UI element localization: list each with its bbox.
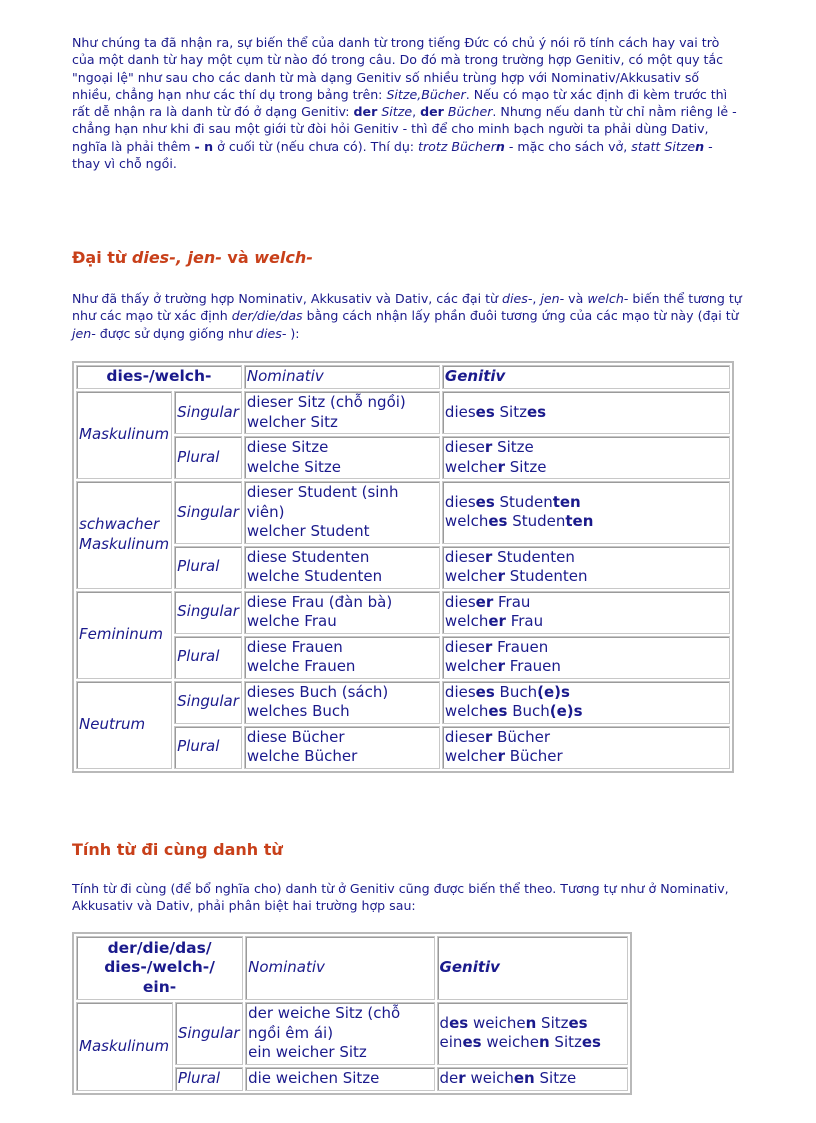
form-stem: welch [444,702,489,720]
nominativ-line: diese Sitze [246,438,329,456]
header-pronoun: dies-/welch- [76,365,242,389]
genitiv-line [445,458,727,478]
nominativ-line: welche Studenten [246,567,383,585]
form-ending: r [497,657,505,675]
nominativ-cell: die weichen Sitze [245,1067,434,1091]
heading-text: welch- [254,248,313,267]
form-stem: weiche [468,1013,526,1032]
genitiv-cell [442,436,730,479]
genitiv-line [445,702,727,722]
form-stem: diese [444,637,485,656]
genitiv-line [445,683,727,703]
form-ending: en [513,1068,535,1087]
form-stem: dies [444,592,476,611]
form-stem: Sitz [536,1013,569,1032]
para-term: der/die/das [231,308,303,324]
table-row [76,636,730,679]
form-ending: n [525,1013,537,1032]
genitiv-line [445,438,727,458]
form-ending: r [484,547,493,566]
form-ending: es [568,1013,588,1032]
form-stem: welche [444,657,498,675]
genitiv-cell [442,726,730,769]
form-stem: Studenten [504,567,588,585]
para-text: biến thể tương tự như các mạo từ xác định [72,291,742,324]
para-text: và [564,291,588,306]
number-singular: Singular [174,591,242,634]
intro-example: Sitze,Bücher [386,86,466,102]
form-stem: Frau [505,612,544,630]
para-text: Như đã thấy ở trường hợp Nominativ, Akkusativ và Dativ, các đại từ [72,291,503,306]
table-row [76,546,730,589]
nominativ-line: diese Frau (đàn bà) [246,592,393,611]
nominativ-cell [244,436,440,479]
intro-text: ở cuối từ (nếu chưa có). Thí dụ: [213,138,419,154]
form-ending: (e)s [549,702,583,720]
nominativ-cell [244,726,440,769]
form-stem: diese [444,547,485,566]
intro-article: der [353,104,378,120]
heading-text: và [221,248,255,267]
number-singular: Singular [175,1002,243,1065]
table-row [76,1002,628,1065]
pronouns-paragraph [72,290,742,342]
form-ending: r [484,438,493,456]
para-term: dies- [256,325,287,341]
para-term: jen- [540,291,565,306]
intro-text: . Nhưng nếu danh từ chỉ nằm riêng lẻ - chẳng hạn như khi đi sau một giới từ đòi hỏi Genitiv - thì để cho minh bạch người ta phải dùng Dativ, nghĩa là phải thêm [72,104,737,154]
form-ending: es [475,682,495,701]
form-ending: er [488,612,506,630]
header-line: der/die/das/ [107,938,212,957]
nominativ-line: welche Bücher [246,747,358,765]
form-ending: es [475,492,495,511]
genitiv-line [445,567,727,587]
adjective-declension-table [72,932,632,1095]
form-ending: r [497,747,505,765]
number-singular: Singular [174,391,242,434]
form-ending: es [488,512,508,531]
table-header-row [76,365,730,389]
table-row [76,681,730,724]
nominativ-line: diese Frauen [246,637,343,656]
header-genitiv: Genitiv [437,936,628,1000]
form-stem: weiche [481,1033,539,1052]
gender-femininum: Femininum [76,591,172,679]
header-line: ein- [142,977,177,996]
genitiv-line [445,657,727,677]
nominativ-line: welcher Sitz [246,412,338,431]
form-stem: welche [444,567,498,585]
genitiv-line [445,548,727,568]
table-row [76,391,730,434]
form-ending: es [488,702,508,720]
header-nominativ: Nominativ [244,365,440,389]
genitiv-line [445,747,727,767]
form-stem: diese [444,727,485,746]
para-text: được sử dụng giống như [95,325,257,341]
form-stem: Bücher [492,727,551,746]
intro-paragraph [72,34,742,172]
intro-suffix: n [695,138,705,154]
genitiv-line [440,1033,625,1053]
genitiv-line [445,493,727,513]
number-plural: Plural [174,636,242,679]
genitiv-cell [442,546,730,589]
form-stem: Studenten [492,547,575,566]
form-ending: r [497,567,505,585]
header-genitiv: Genitiv [442,365,730,389]
form-ending: ten [565,512,594,531]
gender-schwacher-maskulinum: schwacher Maskulinum [76,481,172,589]
intro-suffix: n [495,138,505,154]
form-stem: Studen [494,492,553,511]
genitiv-line [445,728,727,748]
form-ending: r [484,637,493,656]
nominativ-line: welche Sitze [246,457,341,476]
form-ending: es [581,1033,601,1052]
form-ending: n [538,1033,550,1052]
nominativ-line: diese Studenten [246,547,370,566]
heading-text: Đại từ [72,248,132,267]
form-ending: r [458,1068,466,1087]
form-stem: Frau [493,592,531,611]
intro-text: Như chúng ta đã nhận ra, sự biến thể của danh từ trong tiếng Đức có chủ ý nói rõ tính cách hay vai trò của một danh từ hay một cụm từ nào đó trong câu. Do đó mà trong trường hợp Genitiv, có một quy tắc "ngoại lệ" như sau cho các danh từ mà dạng Genitiv số nhiều trùng hợp với Nominativ/Akkusativ số nhiều, chẳng hạn như các thí dụ trong bảng trên: [72,35,724,102]
form-stem: ein [439,1033,463,1052]
header-nominativ: Nominativ [245,936,434,1000]
intro-text: - mặc cho sách vở, [504,138,632,154]
nominativ-line: diese Bücher [246,727,345,746]
para-term: jen- [72,325,96,341]
table-row [76,436,730,479]
nominativ-cell [244,391,440,434]
para-term: welch- [587,291,629,306]
form-stem: welche [444,457,498,476]
genitiv-line [445,593,727,613]
form-stem: Sitze [504,457,547,476]
genitiv-cell [437,1002,628,1065]
section-heading-pronouns [72,248,313,267]
intro-example: trotz Bücher [418,138,496,154]
number-plural: Plural [174,546,242,589]
intro-example: Sitze [381,104,413,120]
nominativ-cell [244,636,440,679]
intro-article: der [420,104,444,120]
gender-maskulinum: Maskulinum [76,1002,173,1091]
nominativ-line: welches Buch [246,702,350,720]
number-plural: Plural [175,1067,243,1091]
form-stem: Sitz [494,402,527,421]
form-stem: dies [444,682,476,701]
nominativ-cell [244,681,440,724]
table-row [76,481,730,544]
form-stem: Frauen [492,637,549,656]
form-stem: welch [444,512,489,531]
form-ending: es [475,402,495,421]
table-header-row [76,936,628,1000]
form-ending: r [484,727,493,746]
genitiv-line [445,638,727,658]
form-stem: dies [444,492,476,511]
form-stem: Sitze [492,438,534,456]
nominativ-line: welche Frau [246,612,337,630]
nominativ-line: der weiche Sitz (chỗ ngồi êm ái) [248,1004,401,1042]
nominativ-cell [244,546,440,589]
nominativ-line: welche Frauen [246,657,356,675]
para-term: dies- [502,291,533,306]
form-stem: d [439,1013,450,1032]
intro-text: . Nếu có mạo từ xác định đi kèm trước thì rất dễ nhận ra là danh từ đó ở dạng Genitiv: [72,86,728,120]
nominativ-line: dieser Student (sinh viên) [246,483,399,521]
nominativ-line: dieses Buch (sách) [246,682,389,701]
genitiv-cell [442,481,730,544]
adjectives-paragraph: Tính từ đi cùng (để bổ nghĩa cho) danh từ ở Genitiv cũng được biến thể theo. Tương tự như ở Nominativ, Akkusativ và Dativ, phải phân biệt hai trường hợp sau: [72,881,729,914]
gender-neutrum: Neutrum [76,681,172,769]
genitiv-line [445,612,727,632]
section-heading-adjectives: Tính từ đi cùng danh từ [72,840,283,859]
nominativ-line: ein weicher Sitz [248,1043,367,1061]
genitiv-line [440,1014,625,1034]
form-ending: es [462,1033,482,1052]
intro-suffix: - n [194,138,214,154]
form-stem: Sitz [549,1033,582,1052]
table-row [76,591,730,634]
para-text: , [532,291,541,306]
intro-example: Bücher [447,104,493,120]
genitiv-cell [437,1067,628,1091]
form-ending: er [475,592,494,611]
nominativ-cell [245,1002,434,1065]
form-stem: Bücher [504,747,563,765]
genitiv-cell [442,591,730,634]
nominativ-cell [244,591,440,634]
nominativ-line: dieser Sitz (chỗ ngồi) [246,393,406,411]
intro-example: statt Sitze [631,138,696,154]
gender-maskulinum: Maskulinum [76,391,172,479]
number-singular: Singular [174,481,242,544]
form-stem: dies [444,402,476,421]
genitiv-line [445,512,727,532]
form-stem: Sitze [534,1068,577,1087]
form-stem: welche [444,747,498,765]
form-ending: es [449,1013,469,1032]
form-ending: (e)s [537,682,570,701]
form-stem: welch [444,612,489,630]
form-stem: Frauen [504,657,561,675]
form-stem: Studen [507,512,566,531]
form-stem: de [439,1068,459,1087]
heading-text: dies-, jen- [131,248,222,267]
form-ending: es [526,402,547,421]
form-stem: Buch [507,702,550,720]
form-stem: Buch [494,682,538,701]
header-articles [76,936,243,1000]
intro-text: - thay vì chỗ ngồi. [72,138,713,172]
nominativ-cell [244,481,440,544]
pronoun-declension-table [72,361,734,773]
form-stem: diese [444,438,485,456]
intro-text: , [412,104,421,120]
number-plural: Plural [174,436,242,479]
genitiv-cell [442,681,730,724]
number-plural: Plural [174,726,242,769]
number-singular: Singular [174,681,242,724]
form-stem: weich [465,1068,514,1087]
para-text: bằng cách nhận lấy phần đuôi tương ứng của các mạo từ này (đại từ [302,308,739,324]
table-row [76,726,730,769]
genitiv-cell [442,391,730,434]
form-ending: ten [552,492,581,511]
para-text: ): [286,325,300,341]
header-line: dies-/welch-/ [104,958,215,977]
nominativ-line: welcher Student [246,522,370,540]
form-ending: r [497,457,505,476]
genitiv-cell [442,636,730,679]
